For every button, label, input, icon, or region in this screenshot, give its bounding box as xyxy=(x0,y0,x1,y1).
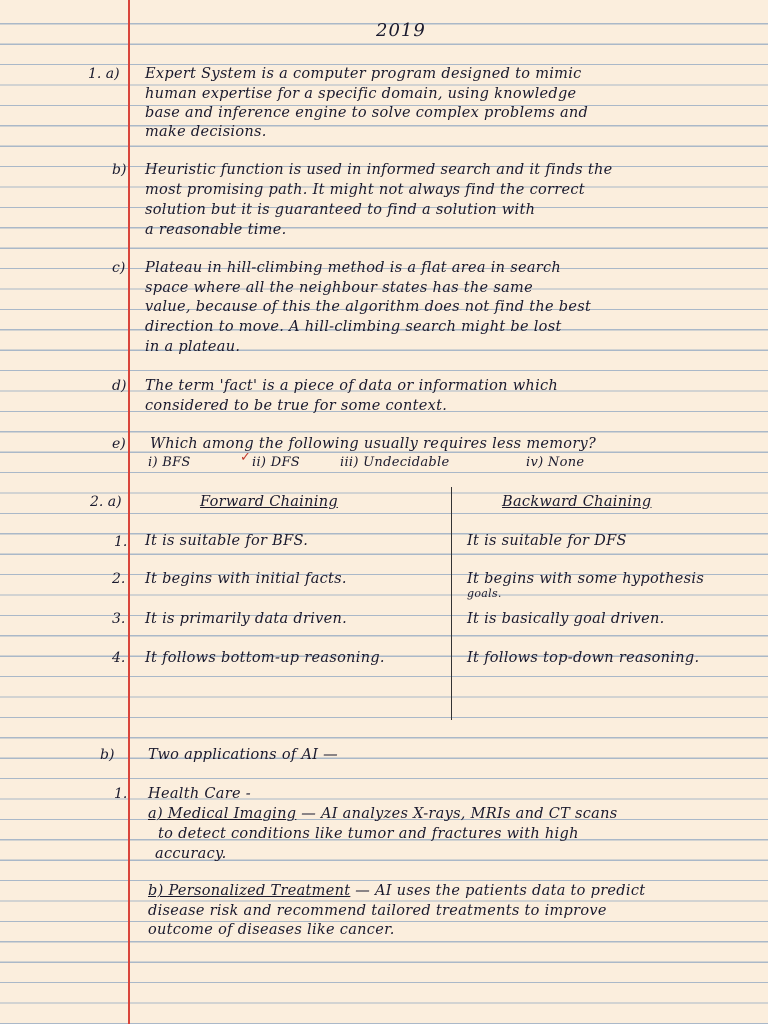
table-row-number: 1. xyxy=(114,534,128,550)
app-b-line: outcome of diseases like cancer. xyxy=(148,922,395,938)
q1e-option: iv) None xyxy=(526,455,585,470)
margin-line xyxy=(128,0,130,1024)
q2b-heading: Two applications of AI — xyxy=(148,747,338,763)
q1b-line: Heuristic function is used in informed search and it finds the xyxy=(145,162,613,178)
q1b-line: most promising path. It might not always find the correct xyxy=(145,182,585,198)
table-cell-left: It follows bottom-up reasoning. xyxy=(145,650,385,666)
table-row-number: 3. xyxy=(112,611,126,627)
table-divider xyxy=(451,487,452,720)
table-row-number: 4. xyxy=(112,650,126,666)
q1b-line: a reasonable time. xyxy=(145,222,287,238)
check-mark-icon: ✓ xyxy=(240,450,251,465)
q1d-line: considered to be true for some context. xyxy=(145,398,448,414)
app-a-line: to detect conditions like tumor and fractures with high xyxy=(158,826,579,842)
table-cell-left: It begins with initial facts. xyxy=(145,571,347,587)
q2-number: 2. a) xyxy=(90,494,122,510)
app-a-line: a) Medical Imaging — AI analyzes X-rays, MRIs and CT scans xyxy=(148,806,618,822)
q1c-line: space where all the neighbour states has the same xyxy=(145,280,533,296)
q1b-label: b) xyxy=(112,162,127,178)
q1c-label: c) xyxy=(112,260,126,276)
q1e-option: iii) Undecidable xyxy=(340,455,450,470)
app-number: 1. xyxy=(114,786,128,802)
table-cell-right: It is suitable for DFS xyxy=(467,533,627,549)
q2b-label: b) xyxy=(100,747,115,763)
q1a-line: human expertise for a specific domain, using knowledge xyxy=(145,86,577,102)
app-b-line: disease risk and recommend tailored treatments to improve xyxy=(148,903,607,919)
table-cell-right: It is basically goal driven. xyxy=(467,611,665,627)
q1c-line: direction to move. A hill-climbing search might be lost xyxy=(145,319,562,335)
page-title: 2019 xyxy=(376,20,426,41)
table-cell-right: It begins with some hypothesis xyxy=(467,571,705,587)
q1c-line: value, because of this the algorithm does not find the best xyxy=(145,299,592,315)
q1d-label: d) xyxy=(112,378,127,394)
app-a-line: accuracy. xyxy=(155,846,227,862)
table-cell-right-note: goals. xyxy=(467,587,502,600)
q1e-option: i) BFS xyxy=(148,455,191,470)
q1e-label: e) xyxy=(112,436,126,452)
table-cell-right: It follows top-down reasoning. xyxy=(467,650,700,666)
q1c-line: Plateau in hill-climbing method is a flat area in search xyxy=(145,260,562,276)
q1e-question: Which among the following usually requires less memory? xyxy=(150,436,597,452)
q1-number: 1. a) xyxy=(88,66,120,82)
app-title: Health Care - xyxy=(148,786,251,802)
table-header-right: Backward Chaining xyxy=(502,494,652,510)
app-b-line: b) Personalized Treatment — AI uses the patients data to predict xyxy=(148,883,646,899)
q1d-line: The term 'fact' is a piece of data or information which xyxy=(145,378,559,394)
app-a-label: a) Medical Imaging xyxy=(148,806,297,822)
q1e-option: ii) DFS xyxy=(252,455,300,470)
app-b-label: b) Personalized Treatment xyxy=(148,883,351,899)
table-cell-left: It is suitable for BFS. xyxy=(145,533,309,549)
q1c-line: in a plateau. xyxy=(145,339,241,355)
q1a-line: base and inference engine to solve complex problems and xyxy=(145,105,589,121)
q1a-line: make decisions. xyxy=(145,124,267,140)
q1b-line: solution but it is guaranteed to find a solution with xyxy=(145,202,536,218)
table-cell-left: It is primarily data driven. xyxy=(145,611,348,627)
q1a-line: Expert System is a computer program designed to mimic xyxy=(145,66,582,82)
table-row-number: 2. xyxy=(112,571,126,587)
table-header-left: Forward Chaining xyxy=(200,494,338,510)
